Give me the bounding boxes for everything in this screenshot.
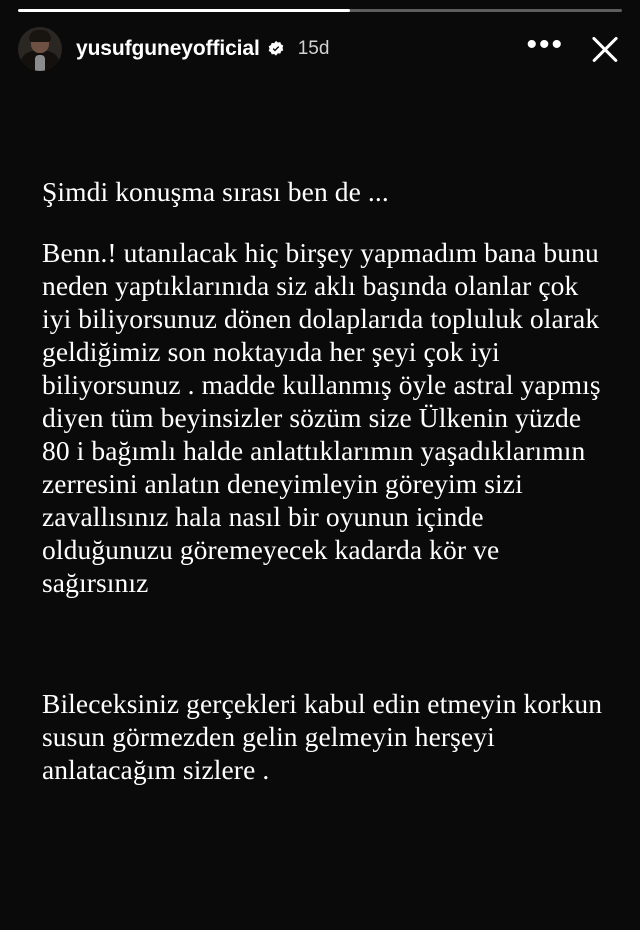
story-paragraph-3: Bileceksiniz gerçekleri kabul edin etmeyin korkun susun görmezden gelin gelmeyin herşeyi anlatacağım sizlere . bbox=[42, 688, 610, 785]
story-progress-fill bbox=[18, 9, 350, 12]
story-timestamp: 15d bbox=[297, 38, 330, 59]
story-paragraph-2: Benn.! utanılacak hiç birşey yapmadım bana bunu neden yaptıklarınıda siz aklı başında olanlar çok iyi biliyorsunuz dönen dolaplarıda topluluk olarak geldiğimiz son noktayıda her şeyi çok iyi biliyorsunuz . madde kullanmış öyle astral yapmış diyen tüm beyinsizler sözüm size Ülkenin yüzde 80 i bağımlı halde anlattıklarımın yaşadıklarımın zerresini anlatın deneyimleyin göreyim sizi zavallısınız hala nasıl bir oyunun içinde olduğunuzu göremeyecek kadarda kör ve sağırsınız bbox=[42, 237, 608, 598]
username-label[interactable]: yusufguneyofficial bbox=[76, 37, 260, 60]
avatar[interactable] bbox=[18, 27, 62, 71]
story-header bbox=[18, 26, 626, 72]
avatar-shirt bbox=[35, 55, 45, 71]
story-progress-bar[interactable] bbox=[18, 9, 622, 12]
verified-badge-icon bbox=[267, 40, 285, 58]
more-options-button[interactable]: ••• bbox=[526, 28, 564, 61]
story-text-content bbox=[42, 175, 610, 786]
avatar-hair bbox=[29, 30, 51, 42]
story-paragraph-1: Şimdi konuşma sırası ben de ... bbox=[42, 176, 389, 207]
close-icon[interactable] bbox=[584, 28, 626, 70]
